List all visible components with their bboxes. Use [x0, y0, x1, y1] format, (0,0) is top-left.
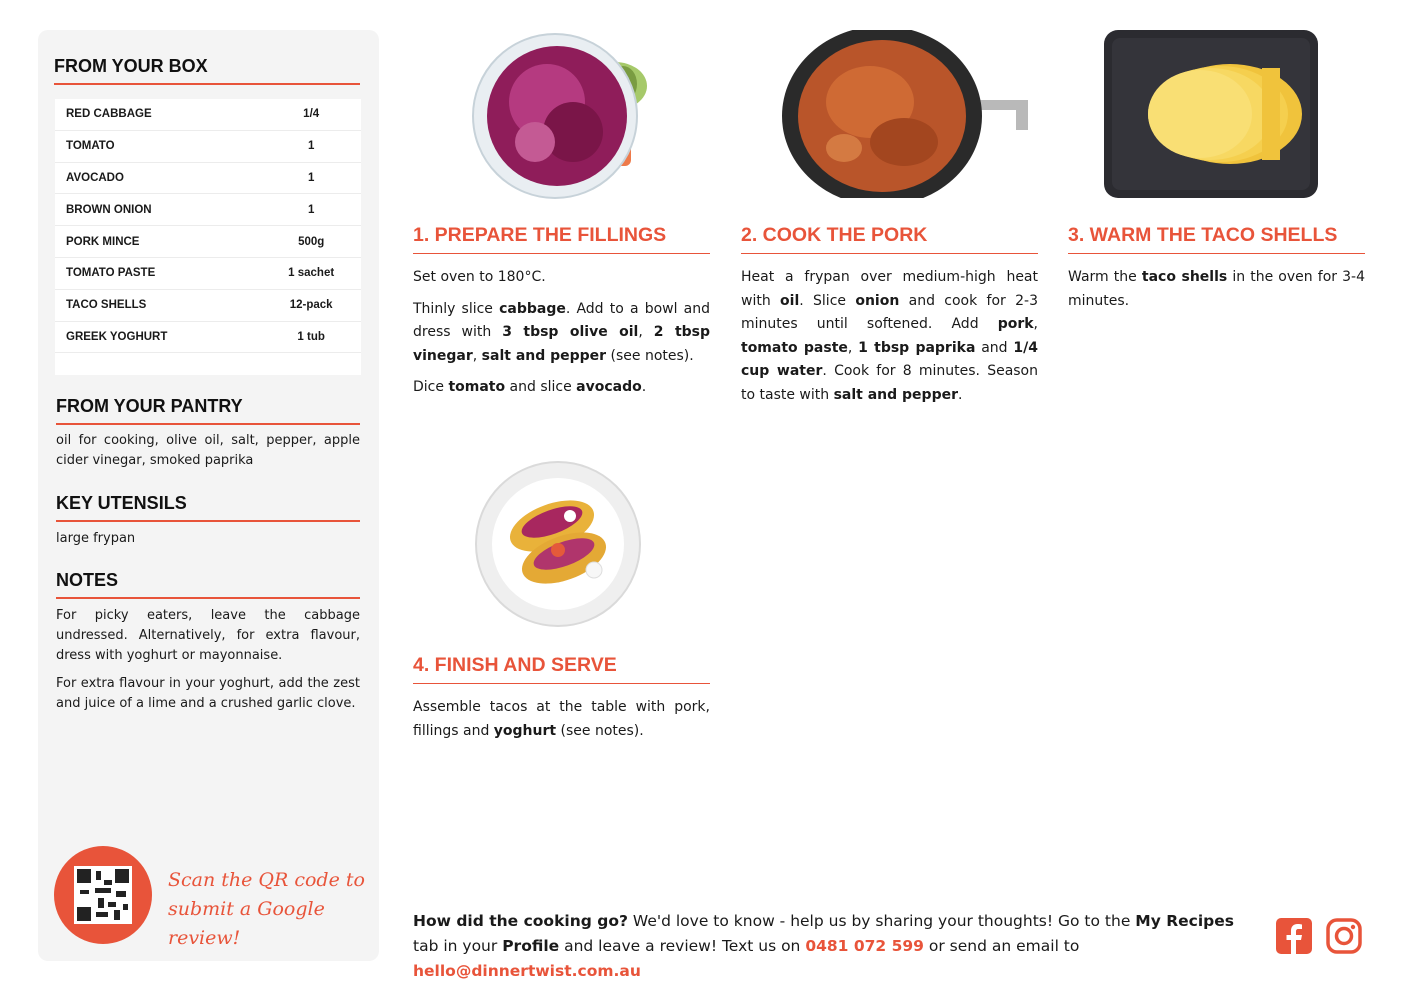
ingredient-qty: 500g [298, 235, 325, 248]
notes-heading: NOTES [56, 570, 360, 599]
table-row [55, 99, 361, 131]
ingredient-qty: 1 sachet [288, 267, 335, 280]
qr-code[interactable] [74, 866, 132, 924]
frypan-pork-image [780, 30, 1032, 198]
note-item: For extra flavour in your yoghurt, add the zest and juice of a lime and a crushed garlic clove. [56, 676, 360, 711]
step-4-title: 4. FINISH AND SERVE [413, 654, 710, 684]
ingredient-name: PORK MINCE [66, 235, 140, 248]
table-row [55, 163, 361, 195]
utensils-items: large frypan [56, 531, 136, 546]
feedback-footer: How did the cooking go? We'd love to know - help us by sharing your thoughts! Go to the My Recipes tab in your Profile and leave a review! Text us on 0481 072 599 or send an email to hello@dinnertwist.com.au [413, 912, 1234, 980]
ingredient-qty: 1 [307, 171, 315, 184]
ingredient-qty: 1 [307, 140, 315, 153]
instagram-icon[interactable] [1325, 917, 1363, 955]
step-3-body [1068, 266, 1365, 321]
from-your-pantry-heading: FROM YOUR PANTRY [56, 396, 360, 425]
ingredient-name: TOMATO PASTE [66, 267, 156, 280]
cabbage-bowl-image [455, 32, 665, 200]
ingredient-name: RED CABBAGE [66, 108, 152, 121]
phone-link[interactable]: 0481 072 599 [805, 937, 924, 955]
table-row [55, 258, 361, 290]
step-2-para-1: Heat a frypan over medium-high heat with oil. Slice onion and cook for 2-3 minutes until softened. Add pork, tomato paste, 1 tbsp paprika and 1/4 cup water. Cook for 8 minutes. Season to taste with salt and pepper. [741, 269, 1038, 403]
ingredient-qty: 1 [307, 203, 315, 216]
key-utensils-heading: KEY UTENSILS [56, 493, 360, 522]
table-row [55, 322, 361, 354]
footer-question: How did the cooking go? [413, 912, 628, 930]
qr-caption [168, 866, 368, 953]
step-3-title: 3. WARM THE TACO SHELLS [1068, 224, 1365, 254]
notes-text [56, 606, 360, 722]
step-1-title: 1. PREPARE THE FILLINGS [413, 224, 710, 254]
my-recipes-link[interactable]: My Recipes [1135, 912, 1234, 930]
table-row [55, 194, 361, 226]
table-row [55, 290, 361, 322]
step-1-para-3: Dice tomato and slice avocado. [413, 379, 647, 395]
ingredient-qty: 12-pack [289, 299, 333, 312]
ingredient-name: BROWN ONION [66, 203, 152, 216]
profile-link[interactable]: Profile [502, 937, 560, 955]
ingredient-name: GREEK YOGHURT [66, 330, 168, 343]
ingredient-name: TOMATO [66, 140, 115, 153]
facebook-icon[interactable] [1275, 917, 1313, 955]
from-your-box-heading: FROM YOUR BOX [54, 56, 360, 85]
step-4-para-1: Assemble tacos at the table with pork, fillings and yoghurt (see notes). [413, 699, 710, 739]
qr-code-badge[interactable] [54, 846, 152, 944]
step-2-body [741, 266, 1038, 415]
step-1-body [413, 266, 710, 408]
step-3-para-1: Warm the taco shells in the oven for 3-4 minutes. [1068, 269, 1365, 309]
tacos-plate-image [472, 458, 644, 630]
utensils-text [56, 529, 360, 557]
qr-caption-line2: submit a Google review! [168, 898, 325, 949]
step-2-title: 2. COOK THE PORK [741, 224, 1038, 254]
note-item: For picky eaters, leave the cabbage undressed. Alternatively, for extra flavour, dress with yoghurt or mayonnaise. [56, 608, 360, 663]
pantry-items: oil for cooking, olive oil, salt, pepper, apple cider vinegar, smoked paprika [56, 433, 360, 468]
pantry-text [56, 431, 360, 479]
email-link[interactable]: hello@dinnertwist.com.au [413, 962, 641, 980]
qr-caption-line1: Scan the QR code to [168, 869, 365, 891]
step-1-para-1: Set oven to 180°C. [413, 269, 546, 285]
ingredient-name: TACO SHELLS [66, 299, 147, 312]
table-row [55, 226, 361, 258]
ingredient-qty: 1 tub [297, 330, 325, 343]
step-1-para-2: Thinly slice cabbage. Add to a bowl and dress with 3 tbsp olive oil, 2 tbsp vinegar, salt and pepper (see notes). [413, 300, 711, 364]
table-row [55, 131, 361, 163]
step-4-body [413, 696, 710, 751]
sidebar [38, 30, 379, 961]
ingredient-name: AVOCADO [66, 171, 124, 184]
ingredient-qty: 1/4 [303, 108, 320, 121]
taco-shells-tray-image [1102, 30, 1322, 200]
ingredients-table [55, 99, 361, 375]
